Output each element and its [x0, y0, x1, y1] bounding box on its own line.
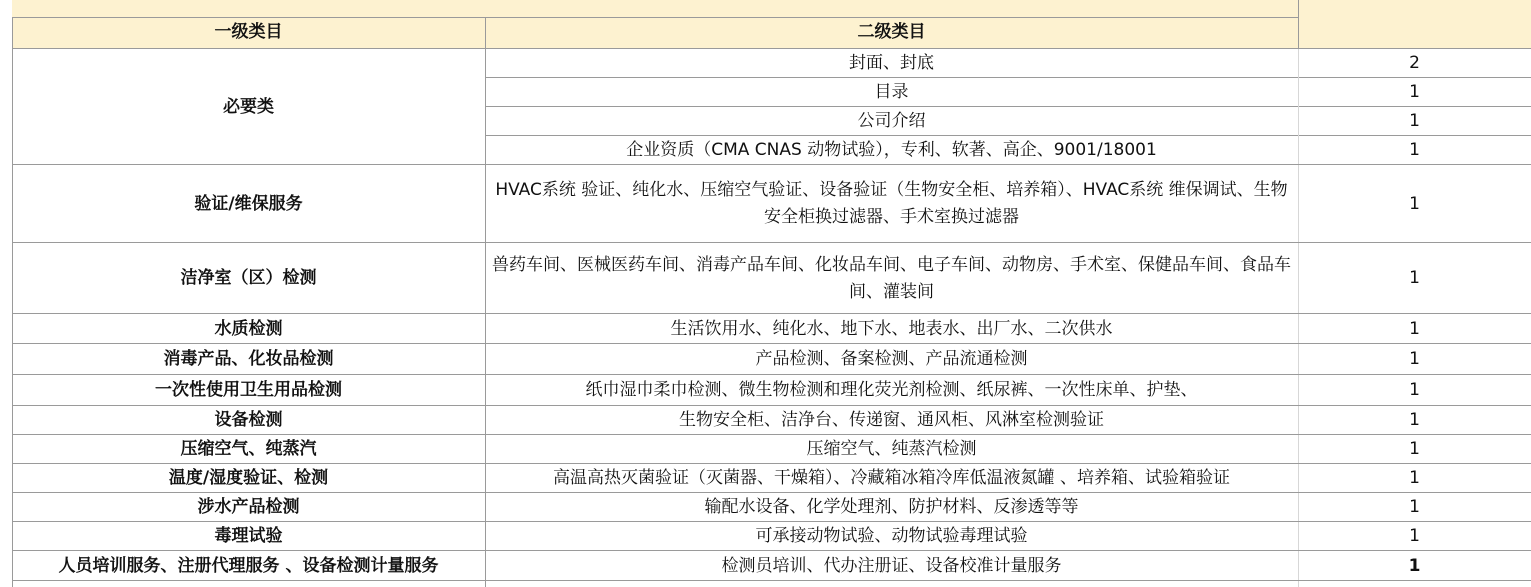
- grid-line: [1298, 375, 1299, 406]
- secondary-category-cell[interactable]: 输配水设备、化学处理剂、防护材料、反渗透等等: [704, 497, 1079, 517]
- grid-line: [485, 464, 486, 493]
- header-col1-cell[interactable]: 一级类目: [12, 17, 485, 48]
- grid-line: [1298, 314, 1299, 344]
- grid-line: [12, 435, 13, 464]
- grid-line: [485, 165, 486, 243]
- header-blank-row[interactable]: [12, 0, 1298, 17]
- grid-line: [485, 435, 486, 464]
- grid-line: [12, 581, 13, 587]
- grid-line: [12, 551, 13, 581]
- grid-line: [485, 551, 486, 581]
- count-cell[interactable]: 1: [1409, 111, 1420, 131]
- secondary-category-cell[interactable]: 目录: [874, 82, 909, 102]
- grid-line: [1298, 406, 1299, 435]
- primary-category-cell[interactable]: 验证/维保服务: [194, 193, 303, 214]
- header-col3-cell[interactable]: [1298, 0, 1531, 48]
- count-cell[interactable]: 1: [1408, 555, 1421, 576]
- grid-line: [1298, 243, 1299, 314]
- primary-category-cell[interactable]: 设备检测: [214, 410, 283, 430]
- count-cell[interactable]: 1: [1409, 193, 1420, 214]
- count-cell[interactable]: 1: [1409, 468, 1420, 488]
- secondary-category-cell[interactable]: 封面、封底: [849, 53, 934, 73]
- count-cell[interactable]: 1: [1409, 410, 1420, 430]
- count-cell[interactable]: 1: [1409, 318, 1420, 339]
- primary-category-cell[interactable]: 必要类: [223, 96, 274, 117]
- grid-line: [485, 375, 486, 406]
- count-cell[interactable]: 1: [1409, 439, 1420, 459]
- grid-line: [12, 17, 13, 48]
- grid-line: [1298, 0, 1299, 48]
- secondary-category-cell[interactable]: 纸巾湿巾柔巾检测、微生物检测和理化荧光剂检测、纸尿裤、一次性床单、护垫、: [585, 380, 1198, 400]
- primary-category-cell[interactable]: 压缩空气、纯蒸汽: [180, 439, 317, 459]
- count-cell[interactable]: 2: [1409, 53, 1420, 73]
- primary-category-cell[interactable]: 水质检测: [214, 318, 283, 339]
- grid-line: [12, 243, 13, 314]
- grid-line: [1298, 581, 1299, 587]
- primary-category-cell[interactable]: 毒理试验: [214, 526, 283, 546]
- count-cell[interactable]: 1: [1409, 380, 1420, 400]
- grid-line: [12, 17, 1298, 18]
- primary-category-cell[interactable]: 一次性使用卫生用品检测: [155, 380, 342, 400]
- grid-line: [485, 49, 486, 165]
- grid-line: [12, 493, 13, 522]
- grid-line: [12, 464, 13, 493]
- secondary-category-cell[interactable]: 生活饮用水、纯化水、地下水、地表水、出厂水、二次供水: [670, 318, 1113, 339]
- count-cell[interactable]: 1: [1409, 497, 1420, 517]
- grid-line: [1298, 464, 1299, 493]
- grid-line: [12, 580, 1531, 581]
- header-col2-cell[interactable]: 二级类目: [485, 17, 1298, 48]
- primary-category-cell[interactable]: 温度/湿度验证、检测: [168, 468, 329, 488]
- secondary-category-cell[interactable]: 检测员培训、代办注册证、设备校准计量服务: [721, 555, 1062, 576]
- grid-line: [12, 406, 13, 435]
- count-cell[interactable]: 1: [1409, 268, 1420, 288]
- secondary-category-cell[interactable]: 公司介绍: [857, 111, 926, 131]
- secondary-category-cell[interactable]: 压缩空气、纯蒸汽检测: [806, 439, 977, 459]
- grid-line: [1298, 49, 1299, 165]
- secondary-category-cell[interactable]: 高温高热灭菌验证（灭菌器、干燥箱）、冷藏箱冰箱冷库低温液氮罐 、培养箱、试验箱验证: [553, 468, 1230, 488]
- grid-line: [1298, 435, 1299, 464]
- count-cell[interactable]: 1: [1409, 140, 1420, 160]
- grid-line: [1298, 493, 1299, 522]
- grid-line: [12, 165, 13, 243]
- secondary-category-cell[interactable]: HVAC系统 验证、纯化水、压缩空气验证、设备验证（生物安全柜、培养箱）、HVAC系统 维保调试、生物安全柜换过滤器、手术室换过滤器: [495, 180, 1288, 227]
- grid-line: [12, 522, 13, 551]
- grid-line: [485, 243, 486, 314]
- grid-line: [485, 522, 486, 551]
- secondary-category-cell[interactable]: 生物安全柜、洁净台、传递窗、通风柜、风淋室检测验证: [679, 410, 1104, 430]
- grid-line: [1298, 551, 1299, 581]
- grid-line: [485, 581, 486, 587]
- primary-category-cell[interactable]: 洁净室（区）检测: [180, 268, 317, 288]
- grid-line: [485, 17, 486, 48]
- primary-category-cell[interactable]: 消毒产品、化妆品检测: [163, 349, 334, 369]
- secondary-category-cell[interactable]: 可承接动物试验、动物试验毒理试验: [755, 526, 1028, 546]
- grid-line: [12, 49, 13, 165]
- grid-line: [485, 493, 486, 522]
- grid-line: [1298, 165, 1299, 243]
- secondary-category-cell[interactable]: 产品检测、备案检测、产品流通检测: [755, 349, 1028, 369]
- grid-line: [12, 375, 13, 406]
- secondary-category-cell[interactable]: 企业资质（CMA CNAS 动物试验），专利、软著、高企、9001/18001: [626, 140, 1157, 160]
- grid-line: [485, 406, 486, 435]
- grid-line: [1298, 344, 1299, 375]
- grid-line: [12, 344, 13, 375]
- grid-line: [12, 314, 13, 344]
- count-cell[interactable]: 1: [1409, 82, 1420, 102]
- primary-category-cell[interactable]: 人员培训服务、注册代理服务 、设备检测计量服务: [58, 555, 439, 576]
- primary-category-cell[interactable]: 涉水产品检测: [197, 497, 300, 517]
- grid-line: [1298, 522, 1299, 551]
- grid-line: [485, 314, 486, 344]
- secondary-category-cell[interactable]: 兽药车间、医械医药车间、消毒产品车间、化妆品车间、电子车间、动物房、手术室、保健品车间、食品车间、灌装间: [492, 254, 1291, 302]
- count-cell[interactable]: 1: [1409, 526, 1420, 546]
- grid-line: [485, 344, 486, 375]
- count-cell[interactable]: 1: [1409, 349, 1420, 369]
